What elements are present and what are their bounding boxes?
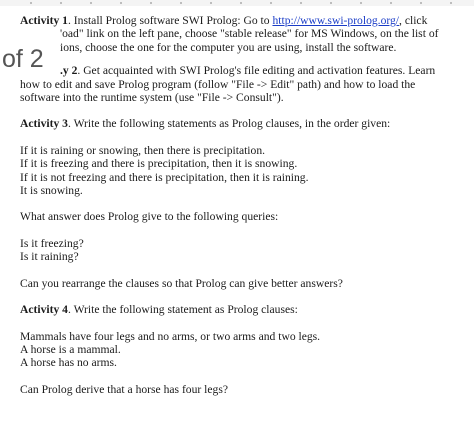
top-edge-strip (0, 0, 474, 6)
statement: A horse has no arms. (20, 356, 117, 370)
statement: A horse is a mammal. (20, 342, 121, 356)
activity-1-text: . Install Prolog software SWI Prolog: Go to (67, 14, 273, 27)
query-prompt: What answer does Prolog give to the following queries: (20, 210, 279, 224)
activity-2 (20, 64, 468, 104)
final-question: Can Prolog derive that a horse has four legs? (20, 382, 228, 396)
activity-1-text-after-link: , click (399, 14, 428, 27)
activity-4-instruction: . Write the following statement as Prolog clauses: (67, 303, 298, 317)
activity-1-label: Activity 1 (20, 14, 68, 27)
statement: If it is freezing and there is precipitation, then it is snowing. (20, 157, 298, 171)
activity-1-line-3: ions, choose the one for the computer you are using, install the software. (60, 40, 397, 54)
activity-4-statements (20, 330, 468, 370)
activity-3-queries (20, 237, 468, 264)
swi-prolog-link[interactable]: http://www.swi-prolog.org/ (272, 14, 400, 27)
query: Is it raining? (20, 250, 79, 264)
activity-2-line-1 (20, 64, 468, 77)
statement: If it is raining or snowing, then there is precipitation. (20, 143, 266, 157)
document-body (20, 14, 468, 396)
statement: If it is not freezing and there is precipitation, then it is raining. (20, 170, 309, 184)
activity-3 (20, 117, 468, 130)
activity-2-text: . Get acquainted with SWI Prolog's file editing and activation features. Learn (77, 64, 436, 78)
activity-4-label: Activity 4 (20, 303, 68, 317)
activity-2-label: .y 2 (60, 64, 78, 78)
statement: Mammals have four legs and no arms, or two arms and two legs. (20, 329, 321, 343)
activity-3-instruction: . Write the following statements as Prolog clauses, in the order given: (67, 117, 391, 131)
activity-2-line-3: software into the runtime system (use "File -> Consult"). (20, 91, 284, 105)
activity-1-line-1 (20, 14, 468, 27)
activity-3-statements (20, 144, 468, 198)
activity-1 (20, 14, 468, 54)
activity-4-heading (20, 303, 468, 316)
page-indicator: of 2 (2, 44, 44, 73)
activity-2-line-2: how to edit and save Prolog program (follow "File -> Edit" path) and how to load the (20, 77, 416, 91)
page-indicator-overlay (0, 40, 54, 78)
activity-3-label: Activity 3 (20, 117, 68, 131)
activity-4 (20, 303, 468, 316)
query: Is it freezing? (20, 236, 84, 250)
rearrange-question: Can you rearrange the clauses so that Prolog can give better answers? (20, 276, 343, 290)
activity-1-line-2: 'oad" link on the left pane, choose "stable release" for MS Windows, on the list of (60, 27, 439, 41)
activity-3-heading (20, 117, 468, 130)
statement: It is snowing. (20, 184, 83, 198)
